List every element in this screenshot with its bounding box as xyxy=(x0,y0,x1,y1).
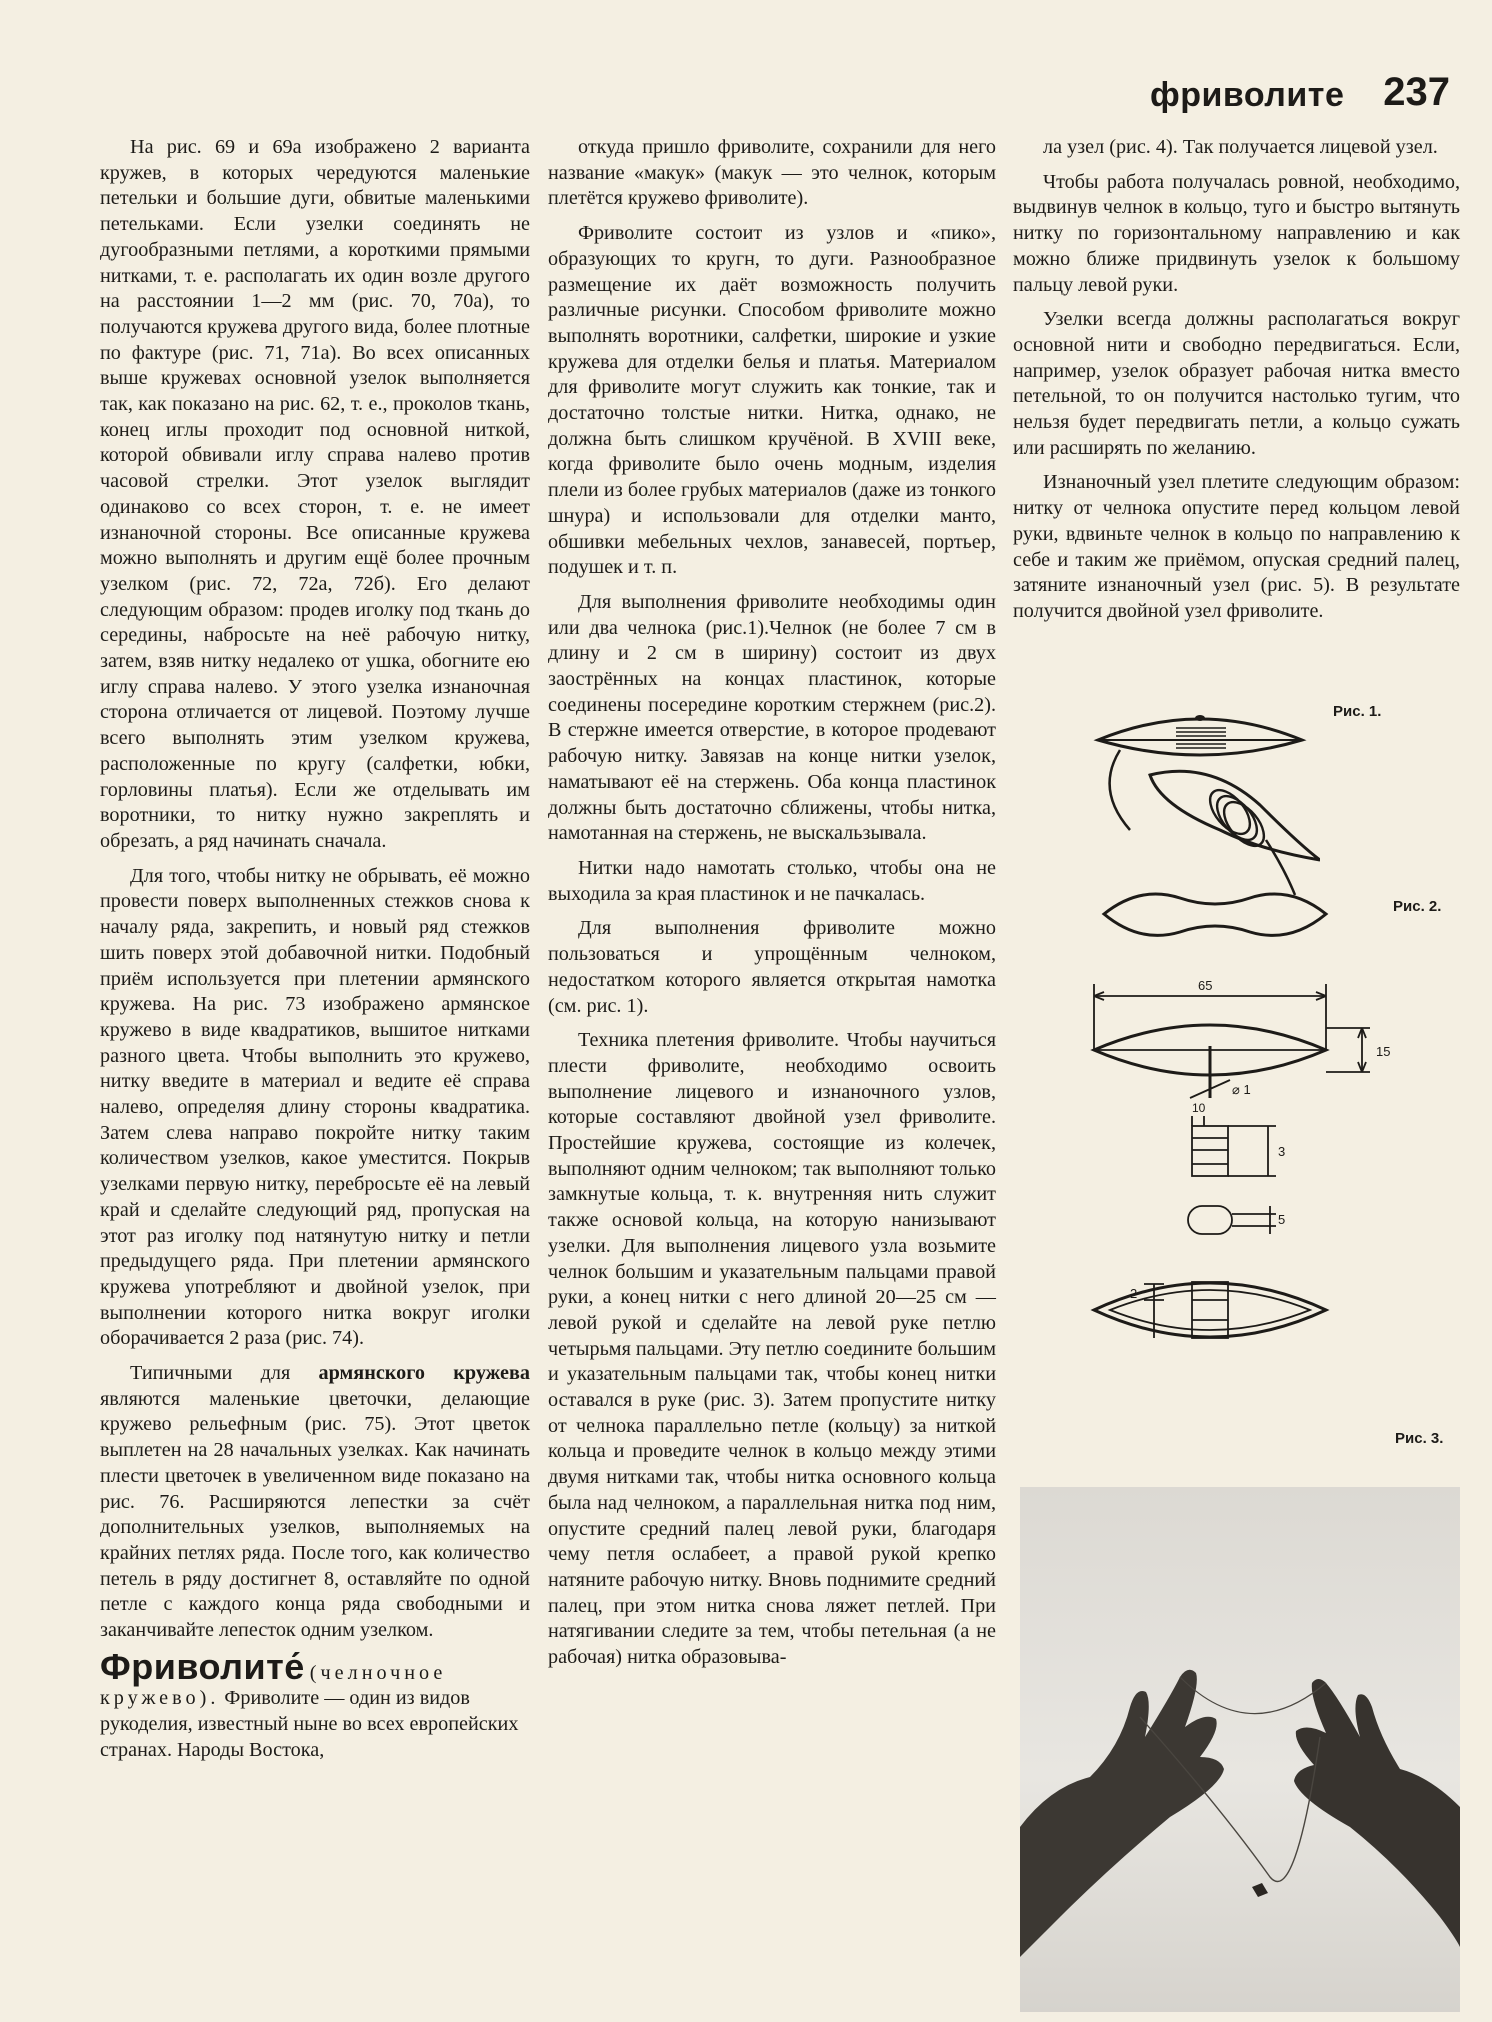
paragraph: Узелки всегда должны располагаться вокруг основной нити и свободно передвигаться. Если, например, узелок образует рабочая нитка вместо петельной, то он получится настолько тугим, что нельзя будет передвигать петли, а кольцо сужать или расширять по желанию. xyxy=(1013,308,1460,459)
hands-illustration xyxy=(1020,1487,1460,2012)
paragraph: Нитки надо намотать столько, чтобы она не выходила за края пластинок и не пачкалась. xyxy=(548,856,996,905)
paragraph: Техника плетения фриволите. Чтобы научиться плести фриволите, необходимо освоить выполнение лицевого и изнаночного узлов, которые составляют двойной узел фриволите. Простейшие кружева, состоящие из колечек, выполняют одним челноком; так выполняют только замкнутые кольца, т. к. внутренняя нить служит также основой кольца, на которую нанизывают узелки. Для выполнения лицевого узла возьмите челнок большим и указательным пальцами правой руки, а конец нитки с него длиной 20—25 см — левой рукой и сделайте на левой руке петлю четырьмя пальцами. Эту петлю соедините большим и указательным пальцами так, чтобы конец нитки оставался в руке (рис. 3). Затем пропустите нитку от челнока параллельно петле (кольцу) за ниткой кольца и проведите челнок в кольцо между этими двумя нитками так, чтобы нитка основного кольца была над челноком, а параллельная нитка под ним, опустите средний палец левой руки, благодаря чему петля ослабеет, а правой рукой крепко натяните рабочую нитку. Вновь поднимите средний палец, при этом нитка снова ляжет петлей. При натягивании следите за тем, чтобы петельная (а не рабочая) нитка образовыва- xyxy=(548,1029,996,1669)
header-word: фриволите xyxy=(1150,76,1345,114)
paragraph: Фриволите состоит из узлов и «пико», образующих то кругн, то дуги. Разнообразное размещение их даёт возможность получить различные рисунки. Способом фриволите можно выполнять воротники, салфетки, широкие и узкие кружева для отделки белья и платья. Материалом для фриволите могут служить как тонкие, так и достаточно толстые нитки. Нитка, однако, не должна быть слишком кручёной. В XVIII веке, когда фриволите было очень модным, изделия плели из более грубых материалов (даже из тонкого шнура) и использовали для отделки манто, обшивки мебельных чехлов, занавесей, портьер, подушек и т. п. xyxy=(548,222,996,579)
bold-term: армянского кружева xyxy=(318,1362,531,1385)
figure-3-photo xyxy=(1020,1487,1460,2012)
section-subtitle: (челночное кружево). xyxy=(100,1661,447,1710)
paragraph: На рис. 69 и 69а изображено 2 варианта кружев, в которых чередуются маленькие петельки и большие дуги, обвитые маленькими петельками. Если узелки соединять не дугообразными петлями, а короткими прямыми нитками, т. е. располагать их один возле другого на расстоянии 1—2 мм (рис. 70, 70а), то получаются кружева другого вида, более плотные по фактуре (рис. 71, 71а). Во всех описанных выше кружевах основной узелок выполняется так, как показано на рис. 62, т. е., проколов ткань, конец иглы проходит под основной ниткой, которой обвивали иглу справа налево против часовой стрелки. Этот узелок выглядит одинаково со всех сторон, т. е. не имеет изнаночной стороны. Все описанные кружева можно выполнять и другим ещё более прочным узелком (рис. 72, 72а, 72б). Его делают следующим образом: продев иголку под ткань до середины, набросьте на неё рабочую нитку, затем, взяв нитку недалеко от ушка, обогните ею иглу справа налево. У этого узелка изнаночная сторона отличается от лицевой. Поэтому лучше всего выполнять этим узелком кружева, расположенные по кругу (салфетки, юбки, горловины платья). Если же отделывать им воротники, то нитку нужно закреплять и обрезать, а ряд начинать сначала. xyxy=(100,136,530,852)
paragraph-armenian-lace xyxy=(100,1361,530,1644)
text-column-3 xyxy=(1013,135,1460,634)
paragraph: Для выполнения фриволите необходимы один или два челнока (рис.1).Челнок (не более 7 см в длину и 2 см в ширину) состоит из двух заострённых на концах пластинок, которые соединены посередине коротким стержнем (рис.2). В стержне имеется отверстие, в которое продевают рабочую нитку. Завязав на конце нитки узелок, наматывают её на стержень. Оба конца пластинок должны быть достаточно сближены, чтобы нитка, намотанная на стержень, не выскальзывала. xyxy=(548,590,996,845)
paragraph: Для того, чтобы нитку не обрывать, её можно провести поверх выполненных стежков снова к началу ряда, закрепить, и новый ряд стежков шить поверх этой добавочной нитки. Подобный приём используется при плетении армянского кружева. На рис. 73 изображено армянское кружево в виде квадратиков, вышитое нитками разного цвета. Чтобы выполнить это кружево, нитку введите в материал и ведите её справа налево, определяя длину стороны квадратика. Затем слева направо покройте нитку таким количеством узелков, какое уместится. Покрыв узелками первую нитку, перебросьте её на левый край и сделайте следующий ряд, пропуская на этот раз иголку под натянутую нитку и петли предыдущего ряда. При плетении армянского кружева употребляют и двойной узелок, при выполнении которого нитка вокруг иголки оборачивается 2 раза (рис. 74). xyxy=(100,864,530,1350)
paragraph: ла узел (рис. 4). Так получается лицевой узел. xyxy=(1043,136,1438,158)
running-header xyxy=(1150,70,1450,120)
figure-2-technical-drawing xyxy=(1080,970,1410,1370)
dimension-10: 10 xyxy=(1192,1101,1206,1115)
dimension-2: 2 xyxy=(1130,1286,1138,1301)
figure-1-shuttles xyxy=(1090,700,1320,900)
section-lead: Фриволите — один из видов рукоделия, известный ныне во всех европейских странах. Народы Востока, xyxy=(100,1687,519,1761)
paragraph: Чтобы работа получалась ровной, необходимо, выдвинув челнок в кольцо, туго и быстро вытянуть нитку по горизонтальному направлению и как можно ближе придвинуть узелок к большому пальцу левой руки. xyxy=(1013,170,1460,296)
page-number: 237 xyxy=(1383,70,1450,114)
text-column-2 xyxy=(548,135,996,1680)
dimension-65: 65 xyxy=(1198,978,1213,993)
paragraph: Изнаночный узел плетите следующим образом: нитку от челнока опустите перед кольцом левой руки, вдвиньте челнок в кольцо по направлению к себе и таким же приёмом, опуская средний палец, затяните изнаночный узел (рис. 5). В результате получится двойной узел фриволите. xyxy=(1013,471,1460,622)
figure-shuttle-blank xyxy=(1100,880,1330,950)
figure-2-label: Рис. 2. xyxy=(1393,898,1442,915)
section-heading xyxy=(100,1645,530,1764)
text-run: Типичными для xyxy=(130,1362,319,1385)
dimension-15: 15 xyxy=(1376,1044,1391,1059)
text-run: являются маленькие цветочки, делающие кружево рельефным (рис. 75). Этот цветок выплетен на 28 начальных узелках. Как начинать плести цветочек в увеличенном виде показано на рис. 76. Расширяются лепестки за счёт дополнительных узелков, выполняемых на крайних петлях ряда. После того, как количество петель в ряду достигнет 8, оставляйте по одной петле с каждого конца ряда свободными и заканчивайте лепесток одним узелком. xyxy=(100,1387,530,1642)
dimension-3: 3 xyxy=(1278,1144,1286,1159)
text-column-1 xyxy=(100,135,530,1764)
section-title: Фриволите́ xyxy=(100,1645,305,1687)
dimension-diameter: ⌀ 1 xyxy=(1232,1082,1251,1097)
dimension-5: 5 xyxy=(1278,1212,1286,1227)
paragraph: Для выполнения фриволите можно пользоваться и упрощённым челноком, недостатком которого является открытая намотка (см. рис. 1). xyxy=(548,917,996,1017)
figure-3-label: Рис. 3. xyxy=(1395,1430,1444,1447)
figure-1-label: Рис. 1. xyxy=(1333,703,1382,720)
paragraph: откуда пришло фриволите, сохранили для него название «макук» (макук — это челнок, которым плетётся кружево фриволите). xyxy=(548,136,996,210)
